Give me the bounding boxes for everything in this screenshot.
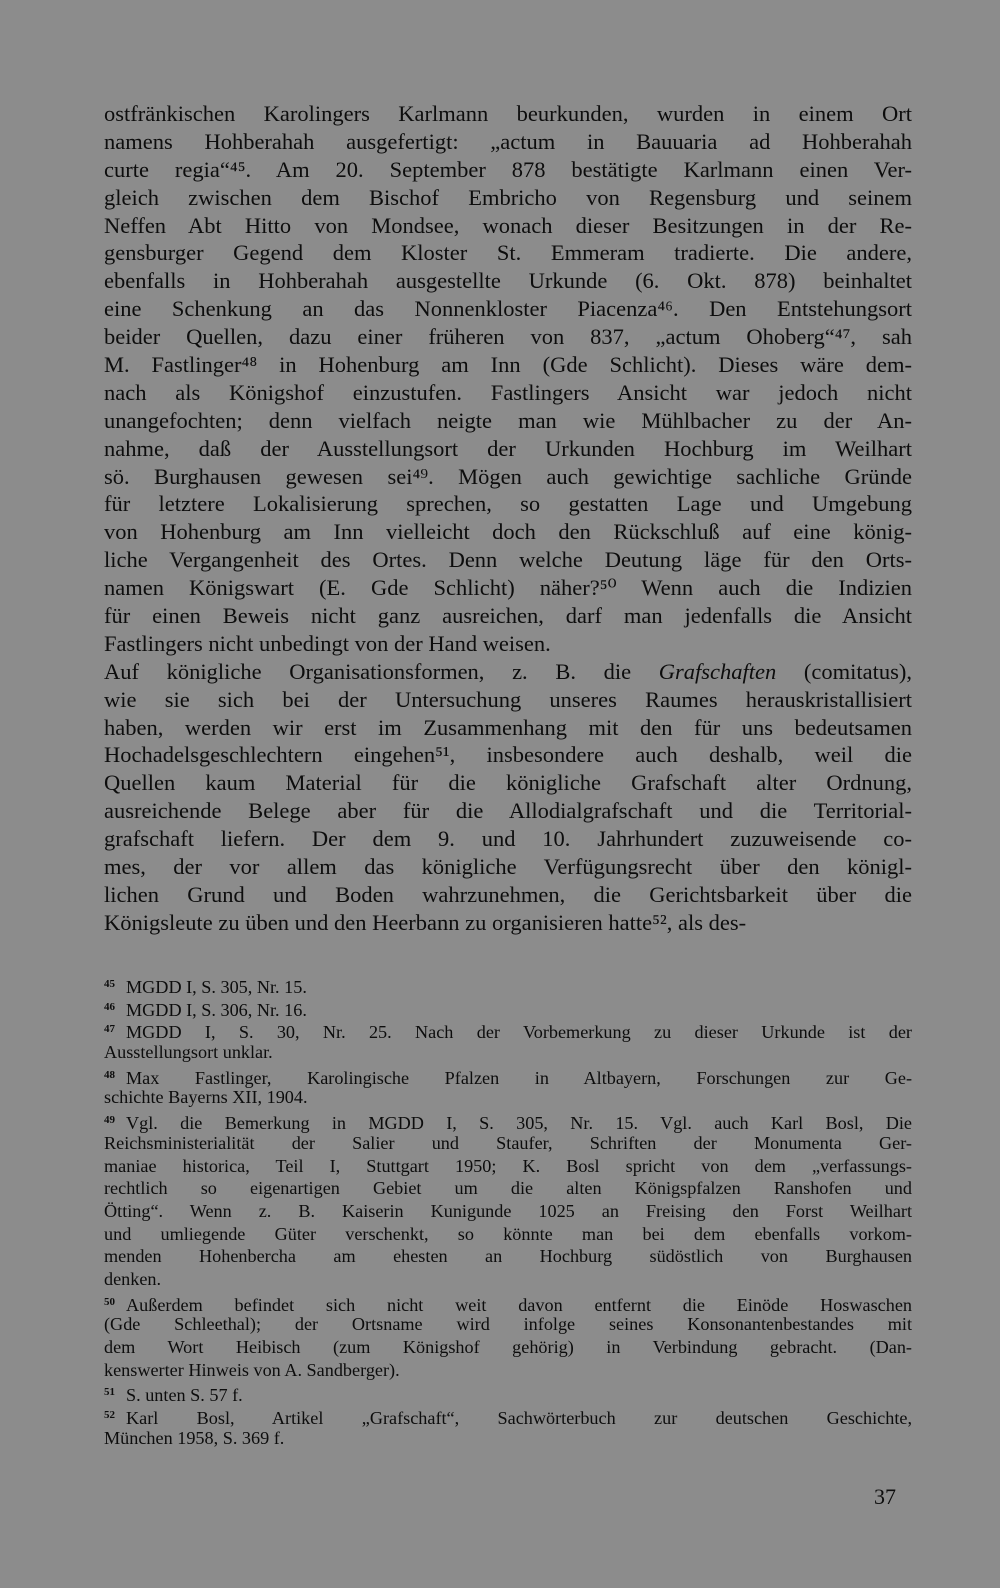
footnote-text: maniae historica, Teil I, Stuttgart 1950; K. Bosl spricht von dem „verfassungs- (104, 1155, 912, 1176)
footnote-text: schichte Bayerns XII, 1904. (104, 1087, 308, 1108)
body-text (104, 100, 912, 937)
footnote-text: Max Fastlinger, Karolingische Pfalzen in Altbayern, Forschungen zur Ge- (126, 1067, 912, 1088)
footnote-line (104, 1018, 912, 1041)
body-line: lichen Grund und Boden wahrzunehmen, die Gerichtsbarkeit über die (104, 881, 912, 907)
body-line: beider Quellen, dazu einer früheren von 837, „actum Ohoberg“⁴⁷, sah (104, 324, 912, 350)
footnote-line (104, 1223, 912, 1246)
footnote-text: S. unten S. 57 f. (126, 1385, 243, 1406)
footnote-line (104, 996, 912, 1019)
footnote-line (104, 1177, 912, 1200)
footnote-text: Ausstellungsort unklar. (104, 1042, 273, 1063)
footnote-line (104, 1245, 912, 1268)
body-line: curte regia“⁴⁵. Am 20. September 878 bestätigte Karlmann einen Ver- (104, 156, 912, 182)
footnote-line (104, 1155, 912, 1178)
footnote-line (104, 1336, 912, 1359)
footnote-text: dem Wort Heibisch (zum Königshof gehörig) in Verbindung gebracht. (Dan- (104, 1337, 912, 1357)
footnote-number: 47 (104, 1023, 115, 1036)
footnote-number: 52 (104, 1409, 115, 1422)
footnote-text: menden Hohenbercha am ehesten an Hochburg südöstlich von Burghausen (104, 1246, 912, 1267)
footnote-line (104, 1064, 912, 1087)
body-line: Neffen Abt Hitto von Mondsee, wonach dieser Besitzungen in der Re- (104, 212, 912, 238)
body-line: ausreichende Belege aber für die Allodialgrafschaft und die Territorial- (104, 798, 912, 824)
footnote-text: Vgl. die Bemerkung in MGDD I, S. 305, Nr. 15. Vgl. auch Karl Bosl, Die (126, 1113, 912, 1134)
body-line: wie sie sich bei der Untersuchung unseres Raumes herauskristallisiert (104, 686, 912, 712)
footnote-line (104, 1086, 912, 1109)
body-line: M. Fastlinger⁴⁸ in Hohenburg am Inn (Gde Schlicht). Dieses wäre dem- (104, 352, 912, 378)
footnote-number: 48 (104, 1068, 115, 1081)
body-line: Quellen kaum Material für die königliche Grafschaft alter Ordnung, (104, 770, 912, 796)
footnote-line (104, 1404, 912, 1427)
footnote-line (104, 1132, 912, 1155)
footnote-text: MGDD I, S. 305, Nr. 15. (126, 977, 307, 997)
footnote-line (104, 973, 912, 996)
footnote-line (104, 1359, 912, 1382)
body-line: nahme, daß der Ausstellungsort der Urkunden Hochburg im Weilhart (104, 435, 912, 461)
body-line: nach als Königshof einzustufen. Fastlingers Ansicht war jedoch nicht (104, 379, 912, 405)
body-line: mes, der vor allem das königliche Verfügungsrecht über den königl- (104, 854, 912, 880)
body-line: für einen Beweis nicht ganz ausreichen, darf man jedenfalls die Ansicht (104, 603, 912, 629)
body-line: ostfränkischen Karolingers Karlmann beurkunden, wurden in einem Ort (104, 101, 912, 126)
footnote-line (104, 1041, 912, 1064)
footnote-line (104, 1427, 912, 1450)
emphasis: Grafschaften (658, 658, 777, 684)
body-line: Hochadelsgeschlechtern eingehen⁵¹, insbesondere auch deshalb, weil die (104, 742, 912, 768)
footnote-text: MGDD I, S. 30, Nr. 25. Nach der Vorbemerkung zu dieser Urkunde ist der (126, 1022, 912, 1043)
footnote-line (104, 1291, 912, 1314)
footnote-text: denken. (104, 1268, 162, 1289)
footnote-text: Reichsministerialität der Salier und Staufer, Schriften der Monumenta Ger- (104, 1132, 912, 1153)
body-line: von Hohenburg am Inn vielleicht doch den Rückschluß auf eine könig- (104, 519, 912, 545)
body-line: sö. Burghausen gewesen sei⁴⁹. Mögen auch gewichtige sachliche Gründe (104, 463, 912, 489)
body-line: namens Hohberahah ausgefertigt: „actum in Bauuaria ad Hohberahah (104, 128, 912, 154)
body-line: Auf königliche Organisationsformen, z. B. die Grafschaften (comitatus), (104, 658, 912, 684)
body-line: haben, werden wir erst im Zusammenhang mit den für uns bedeutsamen (104, 714, 912, 740)
footnote-text: und umliegende Güter verschenkt, so könnte man bei dem ebenfalls vorkom- (104, 1223, 912, 1244)
footnote-number: 50 (104, 1295, 115, 1308)
footnote-line (104, 1381, 912, 1404)
footnote-text: MGDD I, S. 306, Nr. 16. (126, 999, 307, 1020)
footnote-number: 46 (104, 1000, 115, 1013)
body-line: für letztere Lokalisierung sprechen, so gestatten Lage und Umgebung (104, 491, 912, 517)
footnote-text: Außerdem befindet sich nicht weit davon entfernt die Einöde Hoswaschen (126, 1294, 912, 1315)
footnote-number: 49 (104, 1114, 115, 1127)
body-line: gleich zwischen dem Bischof Embricho von Regensburg und seinem (104, 184, 912, 210)
footnote-number: 51 (104, 1386, 115, 1399)
footnote-line (104, 1313, 912, 1336)
page-number: 37 (874, 1484, 896, 1509)
footnote-line (104, 1268, 912, 1291)
footnote-text: Ötting“. Wenn z. B. Kaiserin Kunigunde 1025 an Freising den Forst Weilhart (104, 1200, 912, 1221)
body-line: gensburger Gegend dem Kloster St. Emmeram tradierte. Die andere, (104, 240, 912, 266)
footnote-text: Karl Bosl, Artikel „Grafschaft“, Sachwörterbuch zur deutschen Geschichte, (126, 1408, 912, 1429)
body-line: grafschaft liefern. Der dem 9. und 10. Jahrhundert zuzuweisende co- (104, 826, 912, 852)
body-line: ebenfalls in Hohberahah ausgestellte Urkunde (6. Okt. 878) beinhaltet (104, 268, 912, 294)
footnote-text: rechtlich so eigenartigen Gebiet um die alten Königspfalzen Ranshofen und (104, 1178, 912, 1199)
body-line: liche Vergangenheit des Ortes. Denn welche Deutung läge für den Orts- (104, 547, 912, 573)
footnote-text: (Gde Schleethal); der Ortsname wird infolge seines Konsonantenbestandes mit (104, 1314, 912, 1335)
body-line: unangefochten; denn vielfach neigte man wie Mühlbacher zu der An- (104, 407, 912, 433)
footnotes (104, 973, 912, 1449)
footnote-number: 45 (104, 978, 115, 990)
footnote-line (104, 1200, 912, 1223)
footnote-text: kenswerter Hinweis von A. Sandberger). (104, 1359, 400, 1380)
body-line: eine Schenkung an das Nonnenkloster Piacenza⁴⁶. Den Entstehungsort (104, 296, 912, 322)
body-line: namen Königswart (E. Gde Schlicht) näher?⁵⁰ Wenn auch die Indizien (104, 575, 912, 601)
footnote-line (104, 1109, 912, 1132)
body-line: Fastlingers nicht unbedingt von der Hand weisen. (104, 630, 551, 656)
body-line: Königsleute zu üben und den Heerbann zu organisieren hatte⁵², als des- (104, 909, 747, 935)
footnote-text: München 1958, S. 369 f. (104, 1427, 285, 1448)
